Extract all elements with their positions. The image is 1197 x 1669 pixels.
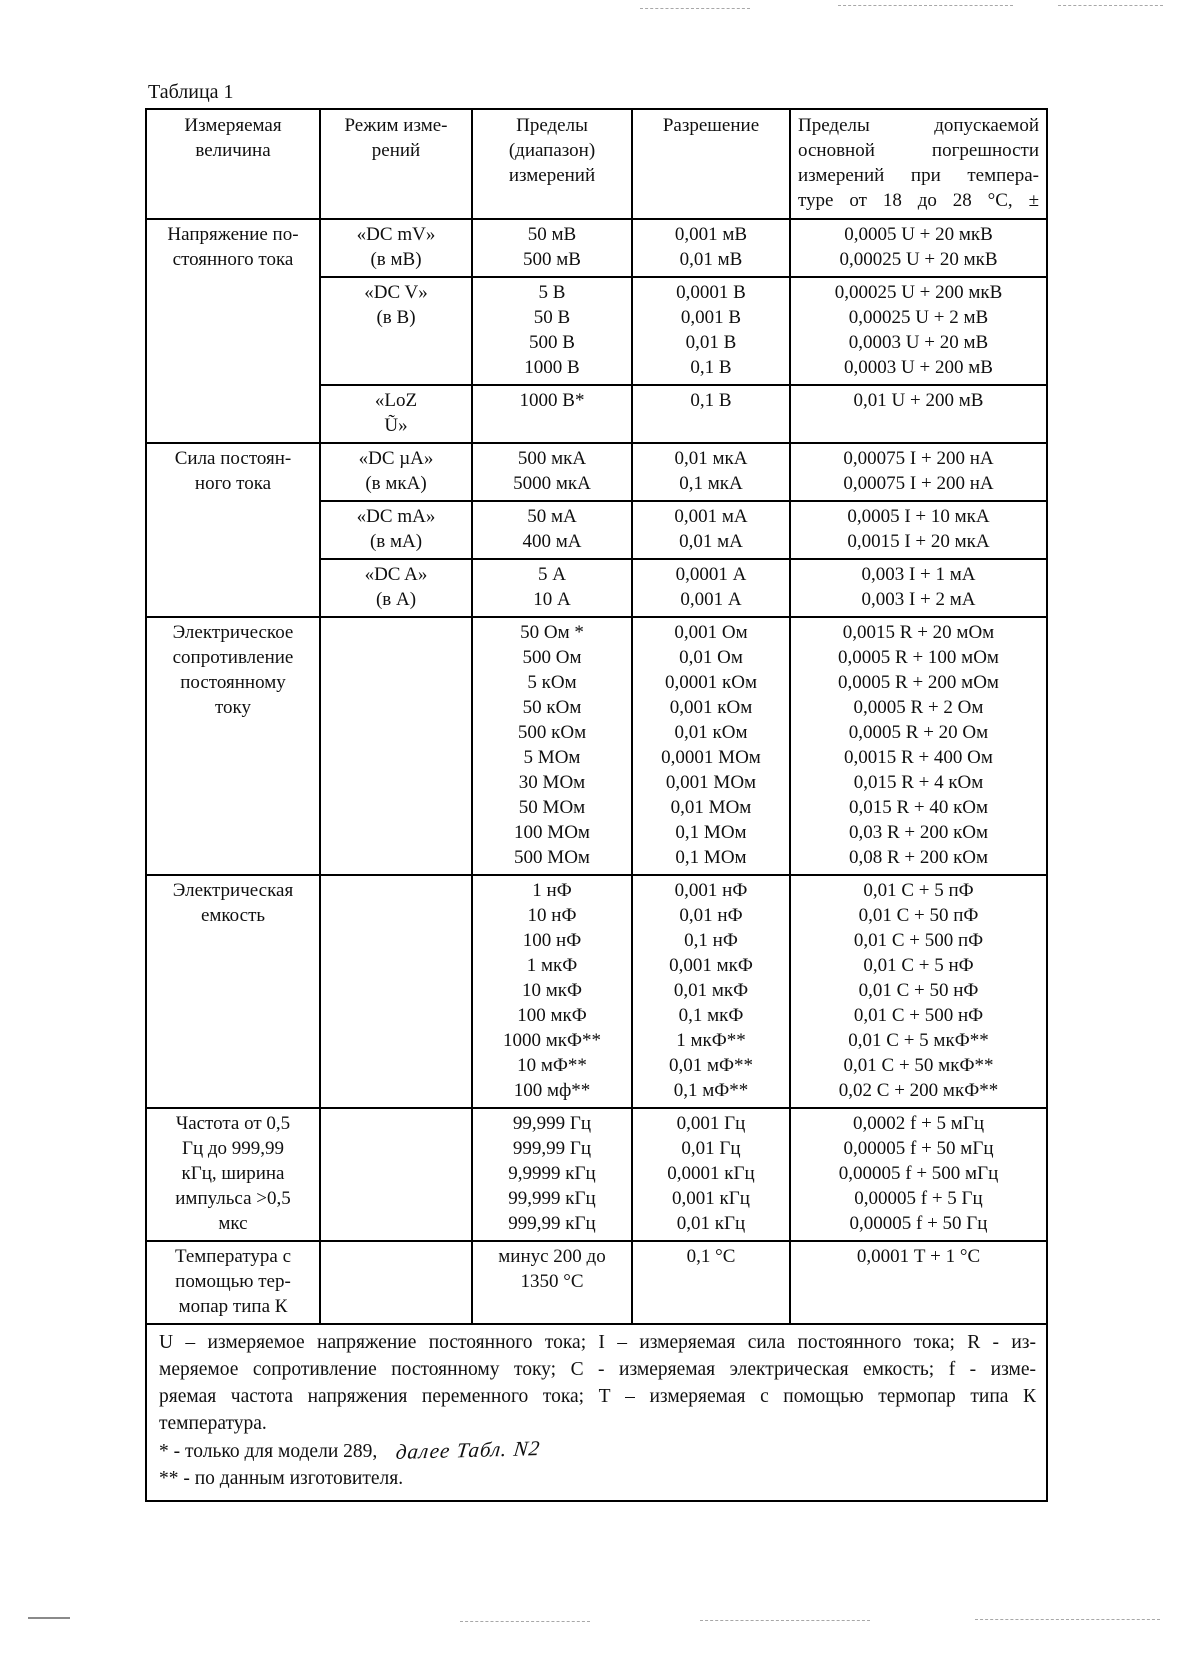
cell-line: 0,01 кОм [674,722,748,743]
cell-line: 0,0001 Т + 1 °С [856,1246,981,1267]
cell-line: 500 В [529,332,575,353]
handwritten-annotation: далее Табл. N2 [394,1436,542,1464]
cell-line: 0,00005 f + 50 Гц [849,1213,988,1234]
header-line: Пределы [516,115,588,136]
cell-line: 0,01 Гц [681,1138,741,1159]
spec-row [146,219,1047,277]
header-line: Измеряемая [184,115,282,136]
cell-line: 500 мкА [517,448,587,469]
cell-line: 0,1 В [690,357,732,378]
spec-table-notes [146,1324,1047,1501]
cell-line: 0,01 С + 500 пФ [853,930,984,951]
cell-line: 0,0005 I + 10 мкА [847,506,990,527]
header-line: Пределы допускаемой [798,115,1039,136]
cell-line: (в В) [376,307,416,328]
cell-line: 0,01 С + 5 мкФ** [848,1030,989,1051]
cell-line: 0,001 нФ [674,880,748,901]
range-cell [472,1241,632,1324]
resolution-cell [632,875,790,1108]
cell-line: 100 нФ [522,930,582,951]
spec-table-body [146,219,1047,1324]
cell-line: 1 нФ [532,880,572,901]
cell-line: 0,1 В [690,390,732,411]
cell-line: 0,003 I + 1 мА [861,564,976,585]
cell-line: 30 МОм [518,772,586,793]
cell-line: 0,003 I + 2 мА [861,589,976,610]
resolution-cell [632,277,790,385]
header-resolution [632,109,790,219]
range-cell [472,501,632,559]
cell-line: 500 кОм [517,722,587,743]
scan-artifact [1058,5,1163,6]
cell-line: 50 В [533,307,571,328]
header-mode [320,109,472,219]
quantity-cell [146,443,320,617]
cell-line: (в мкА) [365,473,427,494]
cell-line: «DC A» [364,564,428,585]
cell-line: 0,01 мкФ [673,980,749,1001]
mode-cell [320,559,472,617]
cell-line: Гц до 999,99 [181,1138,285,1159]
cell-line: 0,001 кГц [672,1188,750,1209]
scan-artifact [460,1621,590,1622]
cell-line: 5 А [538,564,566,585]
cell-line: кГц, ширина [181,1163,285,1184]
cell-line: 0,001 кОм [669,697,753,718]
cell-line: 1 мкФ** [676,1030,746,1051]
cell-line: 0,0001 кОм [665,672,757,693]
notes-cell [146,1324,1047,1501]
cell-line: 0,001 МОм [665,772,757,793]
cell-line: току [214,697,251,718]
error-cell [790,1108,1047,1241]
range-cell [472,875,632,1108]
cell-line: 0,01 Ом [679,647,743,668]
cell-line: 0,0015 R + 400 Ом [844,747,993,768]
cell-line: 0,00075 I + 200 нА [843,473,994,494]
cell-line: 0,01 мФ** [668,1055,754,1076]
notes-definitions [159,1329,1036,1437]
header-line: основной погрешности [798,140,1039,161]
cell-line: 0,0005 R + 2 Ом [853,697,984,718]
cell-line: 0,00075 I + 200 нА [843,448,994,469]
mode-cell [320,219,472,277]
cell-line: емкость [200,905,266,926]
cell-line: 400 мА [522,531,582,552]
spec-table [145,108,1048,1502]
header-line: измерений при темпера- [798,165,1039,186]
cell-line: 0,01 кГц [676,1213,746,1234]
spec-row [146,443,1047,501]
cell-line: 0,1 нФ [684,930,738,951]
scan-artifact [838,5,1013,6]
error-cell [790,1241,1047,1324]
spec-row [146,1108,1047,1241]
cell-line: 0,001 Гц [676,1113,746,1134]
cell-line: ного тока [194,473,272,494]
notes-row [146,1324,1047,1501]
cell-line: 0,1 МОм [675,822,747,843]
cell-line: 50 мВ [527,224,577,245]
cell-line: 0,01 мВ [679,249,743,270]
range-cell [472,1108,632,1241]
cell-line: импульса >0,5 [175,1188,291,1209]
cell-line: 0,01 С + 5 пФ [863,880,974,901]
cell-line: 0,01 С + 50 пФ [858,905,979,926]
cell-line: постоянному [180,672,286,693]
header-error [790,109,1047,219]
cell-line: 0,0003 U + 20 мВ [848,332,989,353]
cell-line: 0,01 С + 5 нФ [863,955,974,976]
range-cell [472,443,632,501]
cell-line: 0,001 мА [674,506,748,527]
cell-line: 1000 В* [519,390,585,411]
scan-artifact [700,1620,870,1621]
definition-line: меряемое сопротивление постоянному току; С - измеряемая электрическая емкость; f - изме- [159,1359,1036,1380]
cell-line: 0,1 мкФ [678,1005,744,1026]
cell-line: 0,001 мВ [674,224,748,245]
note-model-289 [159,1437,1036,1465]
cell-line: 500 МОм [514,847,590,868]
cell-line: (в мА) [369,531,423,552]
cell-line: 0,01 МОм [670,797,752,818]
cell-line: 0,00005 f + 500 мГц [838,1163,999,1184]
cell-line: 100 МОм [514,822,590,843]
resolution-cell [632,1108,790,1241]
cell-line: «DC V» [364,282,428,303]
resolution-cell [632,443,790,501]
cell-line: 0,0005 R + 100 мОм [838,647,999,668]
mode-cell [320,875,472,1108]
cell-line: «DC mV» [356,224,436,245]
cell-line: 0,0015 I + 20 мкА [847,531,990,552]
definition-line: ряемая частота напряжения переменного тока; Т – измеряемая с помощью термопар типа К [159,1386,1036,1407]
cell-line: 0,01 С + 500 нФ [853,1005,984,1026]
spec-row [146,1241,1047,1324]
cell-line: мопар типа К [178,1296,288,1317]
cell-line: 0,1 мФ** [673,1080,749,1101]
cell-line: 0,0015 R + 20 мОм [842,622,995,643]
cell-line: (в мВ) [370,249,422,270]
resolution-cell [632,1241,790,1324]
header-line: рений [371,140,421,161]
cell-line: сопротивление [172,647,294,668]
cell-line: 0,1 мкА [679,473,743,494]
error-cell [790,385,1047,443]
cell-line: 0,03 R + 200 кОм [848,822,989,843]
spec-row [146,875,1047,1108]
mode-cell [320,617,472,875]
cell-line: 0,0005 U + 20 мкВ [844,224,993,245]
error-cell [790,559,1047,617]
cell-line: 0,01 U + 200 мВ [853,390,984,411]
cell-line: 0,0001 кГц [667,1163,755,1184]
cell-line: Электрическая [172,880,294,901]
cell-line: Электрическое [172,622,294,643]
header-line: измерений [508,165,596,186]
cell-line: 0,0001 А [675,564,747,585]
cell-line: минус 200 до [498,1246,606,1267]
resolution-cell [632,501,790,559]
cell-line: 0,01 мА [679,531,743,552]
cell-line: 0,00025 U + 200 мкВ [834,282,1003,303]
header-range [472,109,632,219]
cell-line: 10 А [533,589,571,610]
cell-line: 0,1 °С [686,1246,736,1267]
cell-line: 9,9999 кГц [508,1163,596,1184]
range-cell [472,385,632,443]
cell-line: 0,0001 В [676,282,746,303]
cell-line: 99,999 кГц [508,1188,596,1209]
cell-line: 50 Ом * [520,622,584,643]
cell-line: 5000 мкА [513,473,591,494]
cell-line: 0,00005 f + 5 Гц [854,1188,983,1209]
cell-line: Сила постоян- [174,448,292,469]
cell-line: 0,0005 R + 200 мОм [838,672,999,693]
spec-row [146,617,1047,875]
cell-line: 0,01 С + 50 мкФ** [843,1055,994,1076]
cell-line: Ũ» [384,415,408,436]
error-cell [790,277,1047,385]
header-line: туре от 18 до 28 °С, ± [798,190,1039,211]
range-cell [472,219,632,277]
cell-line: 0,01 С + 50 нФ [858,980,979,1001]
error-cell [790,501,1047,559]
resolution-cell [632,617,790,875]
quantity-cell [146,617,320,875]
scan-artifact [28,1617,70,1619]
error-cell [790,219,1047,277]
quantity-cell [146,1241,320,1324]
header-line: Режим изме- [344,115,448,136]
cell-line: Частота от 0,5 [175,1113,291,1134]
range-cell [472,559,632,617]
cell-line: 1350 °С [520,1271,584,1292]
note-model-text: * - только для модели 289, [159,1441,378,1462]
cell-line: 0,00005 f + 50 мГц [843,1138,994,1159]
quantity-cell [146,219,320,443]
error-cell [790,617,1047,875]
header-quantity [146,109,320,219]
cell-line: 0,01 нФ [679,905,743,926]
mode-cell [320,277,472,385]
resolution-cell [632,219,790,277]
cell-line: 1000 мкФ** [502,1030,601,1051]
mode-cell [320,443,472,501]
mode-cell [320,385,472,443]
cell-line: 0,001 В [680,307,742,328]
cell-line: 0,001 Ом [674,622,748,643]
cell-line: 0,08 R + 200 кОм [848,847,989,868]
cell-line: 0,01 мкА [674,448,748,469]
range-cell [472,277,632,385]
cell-line: «LoZ [374,390,418,411]
cell-line: 1 мкФ [526,955,578,976]
scan-artifact [640,8,750,9]
cell-line: мкс [218,1213,248,1234]
error-cell [790,443,1047,501]
note-manufacturer: ** - по данным изготовителя. [159,1468,404,1489]
cell-line: 0,01 В [685,332,737,353]
mode-cell [320,1241,472,1324]
mode-cell [320,1108,472,1241]
mode-cell [320,501,472,559]
cell-line: 99,999 Гц [512,1113,592,1134]
cell-line: 100 мкФ [517,1005,587,1026]
cell-line: 0,02 С + 200 мкФ** [838,1080,999,1101]
cell-line: Температура с [174,1246,292,1267]
header-line: Разрешение [662,115,760,136]
cell-line: 999,99 кГц [508,1213,596,1234]
cell-line: 500 Ом [522,647,582,668]
cell-line: 999,99 Гц [512,1138,592,1159]
cell-line: 0,0001 МОм [661,747,761,768]
scan-artifact [975,1619,1160,1620]
cell-line: 0,015 R + 40 кОм [848,797,989,818]
cell-line: 50 мА [527,506,577,527]
cell-line: 5 В [538,282,566,303]
cell-line: (в А) [375,589,417,610]
cell-line: 0,00025 U + 2 мВ [848,307,989,328]
resolution-cell [632,385,790,443]
cell-line: 0,0003 U + 200 мВ [844,357,993,378]
cell-line: 10 мФ** [517,1055,587,1076]
cell-line: 50 МОм [518,797,586,818]
cell-line: 50 кОм [522,697,582,718]
cell-line: 0,0005 R + 20 Ом [848,722,989,743]
quantity-cell [146,1108,320,1241]
definition-line: U – измеряемое напряжение постоянного тока; I – измеряемая сила постоянного тока; R - из- [159,1332,1036,1353]
cell-line: «DC mA» [356,506,436,527]
table-caption: Таблица 1 [148,81,234,103]
resolution-cell [632,559,790,617]
header-line: (диапазон) [508,140,596,161]
cell-line: Напряжение по- [167,224,299,245]
header-row [146,109,1047,219]
cell-line: помощью тер- [175,1271,291,1292]
cell-line: 500 мВ [523,249,581,270]
cell-line: 0,0002 f + 5 мГц [853,1113,984,1134]
header-line: величина [195,140,271,161]
range-cell [472,617,632,875]
spec-table-header [146,109,1047,219]
cell-line: 10 мкФ [521,980,582,1001]
cell-line: «DC µA» [358,448,434,469]
cell-line: 100 мф** [513,1080,591,1101]
cell-line: 0,001 мкФ [669,955,753,976]
definition-line: температура. [159,1413,267,1434]
cell-line: 0,1 МОм [675,847,747,868]
cell-line: стоянного тока [172,249,294,270]
cell-line: 5 кОм [527,672,577,693]
cell-line: 0,00025 U + 20 мкВ [839,249,998,270]
cell-line: 10 нФ [527,905,577,926]
cell-line: 5 МОм [523,747,581,768]
quantity-cell [146,875,320,1108]
error-cell [790,875,1047,1108]
cell-line: 0,015 R + 4 кОм [853,772,984,793]
cell-line: 0,001 А [680,589,742,610]
cell-line: 1000 В [524,357,580,378]
